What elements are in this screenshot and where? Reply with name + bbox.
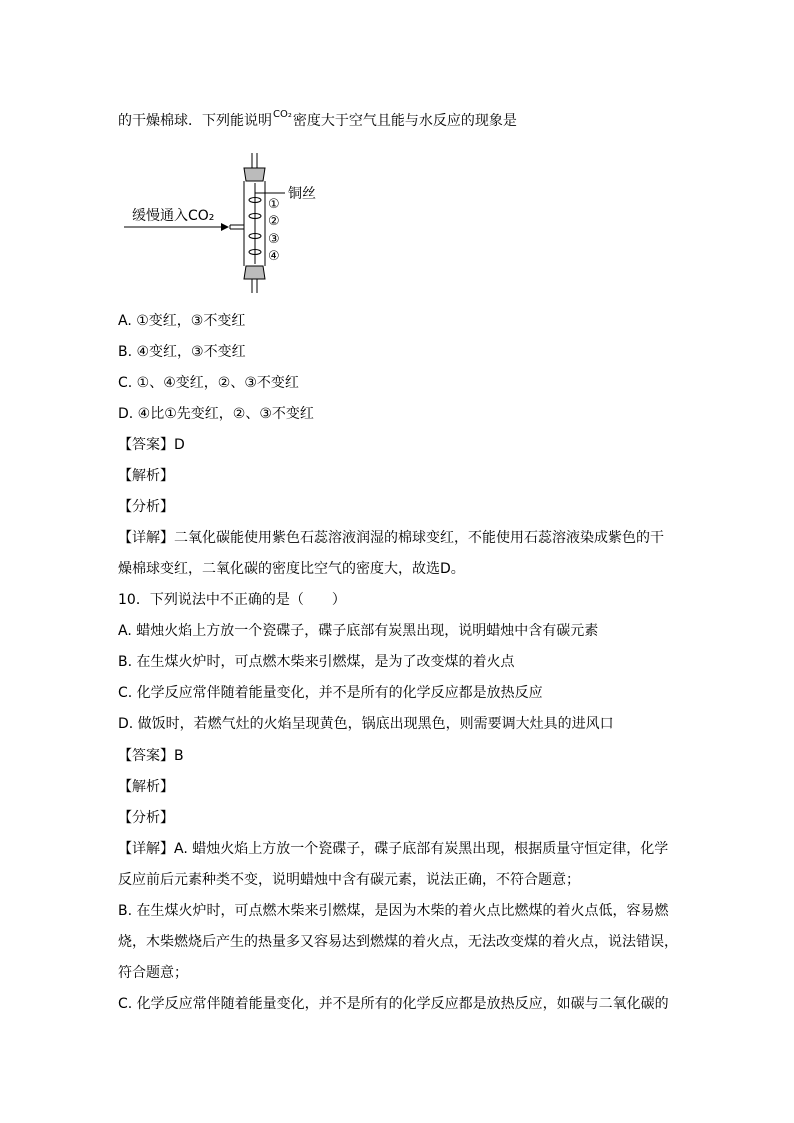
arrow-icon [221,223,229,231]
q9-option-b: B. ④变红，③不变红 [118,344,246,360]
intro-line [118,111,517,133]
q9-detail-line: 【详解】二氧化碳能使用紫色石蕊溶液润湿的棉球变红，不能使用石蕊溶液染成紫色的干 [118,530,664,546]
q10-detail-line: 【详解】A. 蜡烛火焰上方放一个瓷碟子，碟子底部有炭黑出现，根据质量守恒定律，化学 [118,841,669,857]
q9-detail-line: 燥棉球变红，二氧化碳的密度比空气的密度大，故选D。 [118,561,465,577]
marker-4: ④ [268,249,280,264]
q10-analysis-heading: 【解析】 [118,779,174,795]
q9-option-c: C. ①、④变红，②、③不变红 [118,375,299,391]
intro-text: 的干燥棉球．下列能说明 [118,113,272,129]
q9-option-d: D. ④比①先变红，②、③不变红 [118,406,314,422]
q9-analysis-heading: 【解析】 [118,468,174,484]
marker-2: ② [268,214,280,229]
q10-answer: 【答案】B [118,748,184,764]
q9-answer: 【答案】D [118,437,185,453]
q10-detail-line: 符合题意； [118,965,188,981]
q10-detail-line: C. 化学反应常伴随着能量变化，并不是所有的化学反应都是放热反应，如碳与二氧化碳的 [118,996,669,1012]
q9-option-a: A. ①变红，③不变红 [118,313,246,329]
q10-detail-line: 反应前后元素种类不变，说明蜡烛中含有碳元素，说法正确，不符合题意； [118,872,580,888]
wire-label: 铜丝 [288,186,316,202]
q9-fenxi-heading: 【分析】 [118,499,174,515]
inlet-label: 缓慢通入CO₂ [132,208,215,224]
q10-fenxi-heading: 【分析】 [118,810,174,826]
marker-1: ① [268,197,280,212]
experiment-diagram [118,148,338,298]
q10-option-c: C. 化学反应常伴随着能量变化，并不是所有的化学反应都是放热反应 [118,685,543,701]
q10-detail-line: B. 在生煤火炉时，可点燃木柴来引燃煤，是因为木柴的着火点比燃煤的着火点低，容易燃 [118,903,669,919]
co2-formula: CO₂ [273,109,292,120]
q10-option-a: A. 蜡烛火焰上方放一个瓷碟子，碟子底部有炭黑出现，说明蜡烛中含有碳元素 [118,623,599,639]
q10-detail-line: 烧，木柴燃烧后产生的热量多又容易达到燃煤的着火点，无法改变煤的着火点，说法错误， [118,934,678,950]
marker-3: ③ [268,232,280,247]
q10-option-b: B. 在生煤火炉时，可点燃木柴来引燃煤，是为了改变煤的着火点 [118,654,515,670]
q10-stem: 10．下列说法中不正确的是（ ） [118,592,346,608]
q10-option-d: D. 做饭时，若燃气灶的火焰呈现黄色，锅底出现黑色，则需要调大灶具的进风口 [118,716,614,732]
intro-text-2: 密度大于空气且能与水反应的现象是 [292,113,517,129]
